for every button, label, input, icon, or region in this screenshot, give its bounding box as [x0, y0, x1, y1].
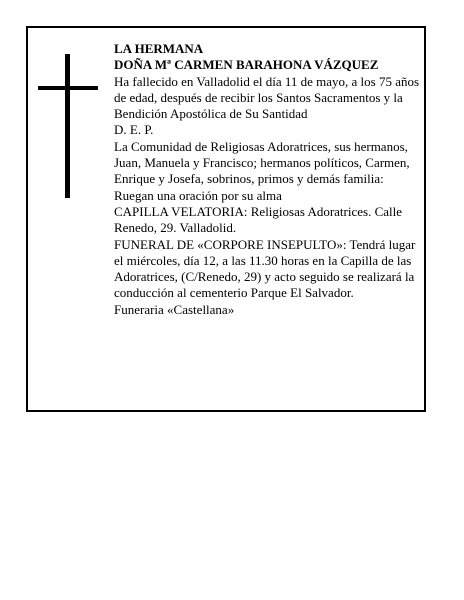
obituary-notice	[26, 26, 426, 412]
death-announcement: Ha fallecido en Valladolid el día 11 de mayo, a los 75 años de edad, después de recibir los Santos Sacramentos y la Bendición Apostólica de Su Santidad	[114, 73, 420, 122]
cross-horizontal-bar	[38, 86, 98, 90]
family-list: La Comunidad de Religiosas Adoratrices, sus hermanos, Juan, Manuela y Francisco; hermanos políticos, Carmen, Enrique y Josefa, sobrinos, primos y demás familia:	[114, 138, 410, 187]
notice-heading: LA HERMANA	[114, 41, 204, 56]
chapel-info: CAPILLA VELATORIA: Religiosas Adoratrices. Calle Renedo, 29. Valladolid.	[114, 203, 403, 236]
rip-line: D. E. P.	[114, 122, 154, 138]
notice-text	[114, 41, 422, 318]
cross-vertical-bar	[65, 54, 70, 198]
latin-cross-icon	[38, 54, 98, 200]
prayer-request: Ruegan una oración por su alma	[114, 187, 282, 203]
funeral-info: FUNERAL DE «CORPORE INSEPULTO»: Tendrá lugar el miércoles, día 12, a las 11.30 horas en la Capilla de las Adoratrices, (C/Renedo, 29) y acto seguido se realizará la conducción al cementerio Parque El Salvador.	[114, 236, 416, 301]
deceased-name: DOÑA Mª CARMEN BARAHONA VÁZQUEZ	[114, 57, 379, 73]
funeral-home: Funeraria «Castellana»	[114, 301, 235, 317]
